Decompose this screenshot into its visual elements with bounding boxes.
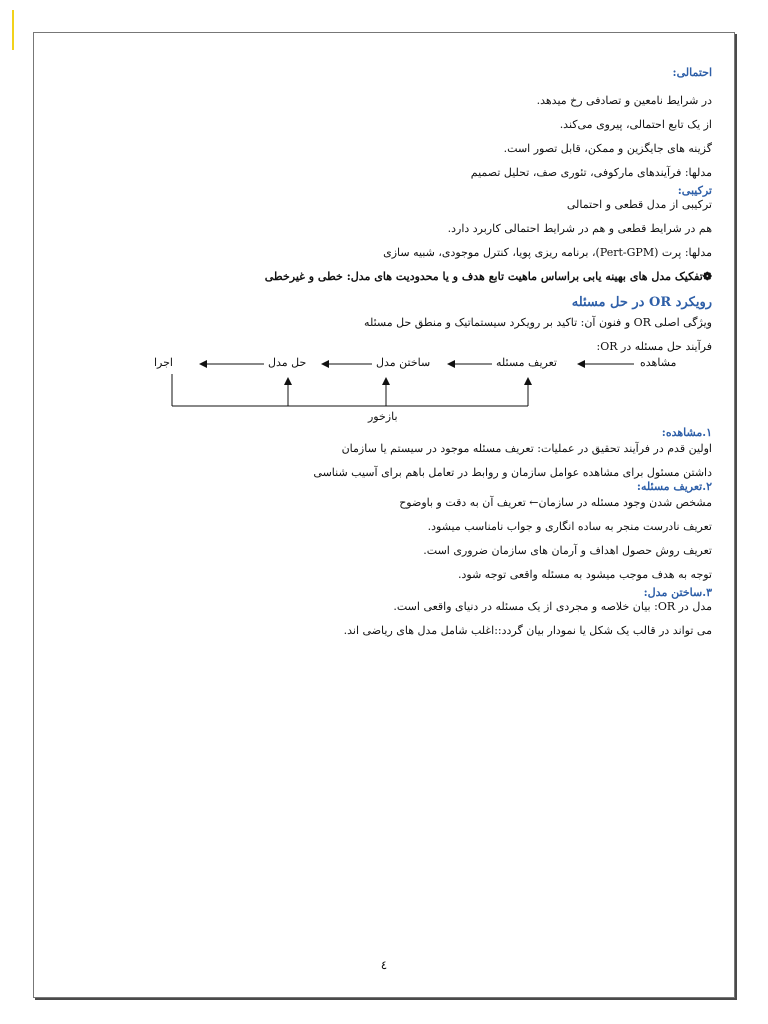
problem-definition-line-3: تعریف روش حصول اهداف و آرمان های سازمان ضروری است. xyxy=(423,544,712,557)
observation-line-1: اولین قدم در فرآیند تحقیق در عملیات: تعریف مسئله موجود در سیستم یا سازمان xyxy=(341,442,712,455)
flow-step-build: ساختن مدل xyxy=(376,356,431,369)
model-building-line-2: می تواند در قالب یک شکل یا نمودار بیان گردد::اغلب شامل مدل های ریاضی اند. xyxy=(343,624,712,637)
section-heading-probabilistic: احتمالی: xyxy=(672,66,712,79)
combined-line-3: مدلها: پرت (Pert-GPM)، برنامه ریزی پویا، کنترل موجودی، شبیه سازی xyxy=(383,246,712,259)
flow-step-solve: حل مدل xyxy=(268,356,307,369)
combined-line-1: ترکیبی از مدل قطعی و احتمالی xyxy=(566,198,712,211)
flow-step-implement: اجرا xyxy=(154,356,173,369)
model-building-line-1: مدل در OR: بیان خلاصه و مجردی از یک مسئله در دنیای واقعی است. xyxy=(393,600,712,613)
probabilistic-line-3: گزینه های جایگزین و ممکن، قابل تصور است. xyxy=(503,142,712,155)
corner-mark xyxy=(12,10,14,50)
section-heading-or-approach: رویکرد OR در حل مسئله xyxy=(571,295,712,310)
flow-step-define: تعریف مسئله xyxy=(496,356,557,369)
section-heading-model-building: ۳.ساختن مدل: xyxy=(643,586,712,599)
probabilistic-line-1: در شرایط نامعین و تصادفی رخ میدهد. xyxy=(536,94,712,107)
section-heading-combined: ترکیبی: xyxy=(677,184,712,197)
flow-step-observe: مشاهده xyxy=(640,356,677,369)
optimization-note: ❁تفکیک مدل های بهینه یابی براساس ماهیت تابع هدف و یا محدودیت های مدل: خطی و غیرخطی xyxy=(264,270,712,283)
or-approach-line-2: فرآیند حل مسئله در OR: xyxy=(596,340,712,353)
probabilistic-line-4: مدلها: فرآیندهای مارکوفی، تئوری صف، تحلیل تصمیم xyxy=(470,166,712,179)
page-number: ٤ xyxy=(380,958,388,972)
combined-line-2: هم در شرایط قطعی و هم در شرایط احتمالی کاربرد دارد. xyxy=(447,222,712,235)
document-body xyxy=(66,66,712,638)
observation-line-2: داشتن مسئول برای مشاهده عوامل سازمان و روابط در تعامل باهم برای آسیب شناسی xyxy=(313,466,712,479)
probabilistic-line-2: از یک تابع احتمالی، پیروی می‌کند. xyxy=(559,118,712,131)
or-approach-line-1: ویژگی اصلی OR و فنون آن: تاکید بر رویکرد سیستماتیک و منطق حل مسئله xyxy=(364,316,712,329)
section-heading-observation: ۱.مشاهده: xyxy=(661,426,712,439)
feedback-label: بازخور xyxy=(368,410,398,423)
section-heading-problem-definition: ۲.تعریف مسئله: xyxy=(636,480,712,493)
problem-definition-line-1: مشخص شدن وجود مسئله در سازمان← تعریف آن به دقت و باوضوح xyxy=(399,496,712,509)
process-flow-diagram xyxy=(66,356,712,423)
problem-definition-line-2: تعریف نادرست منجر به ساده انگاری و جواب نامناسب میشود. xyxy=(427,520,712,533)
problem-definition-line-4: توجه به هدف موجب میشود به مسئله واقعی توجه شود. xyxy=(458,568,712,581)
